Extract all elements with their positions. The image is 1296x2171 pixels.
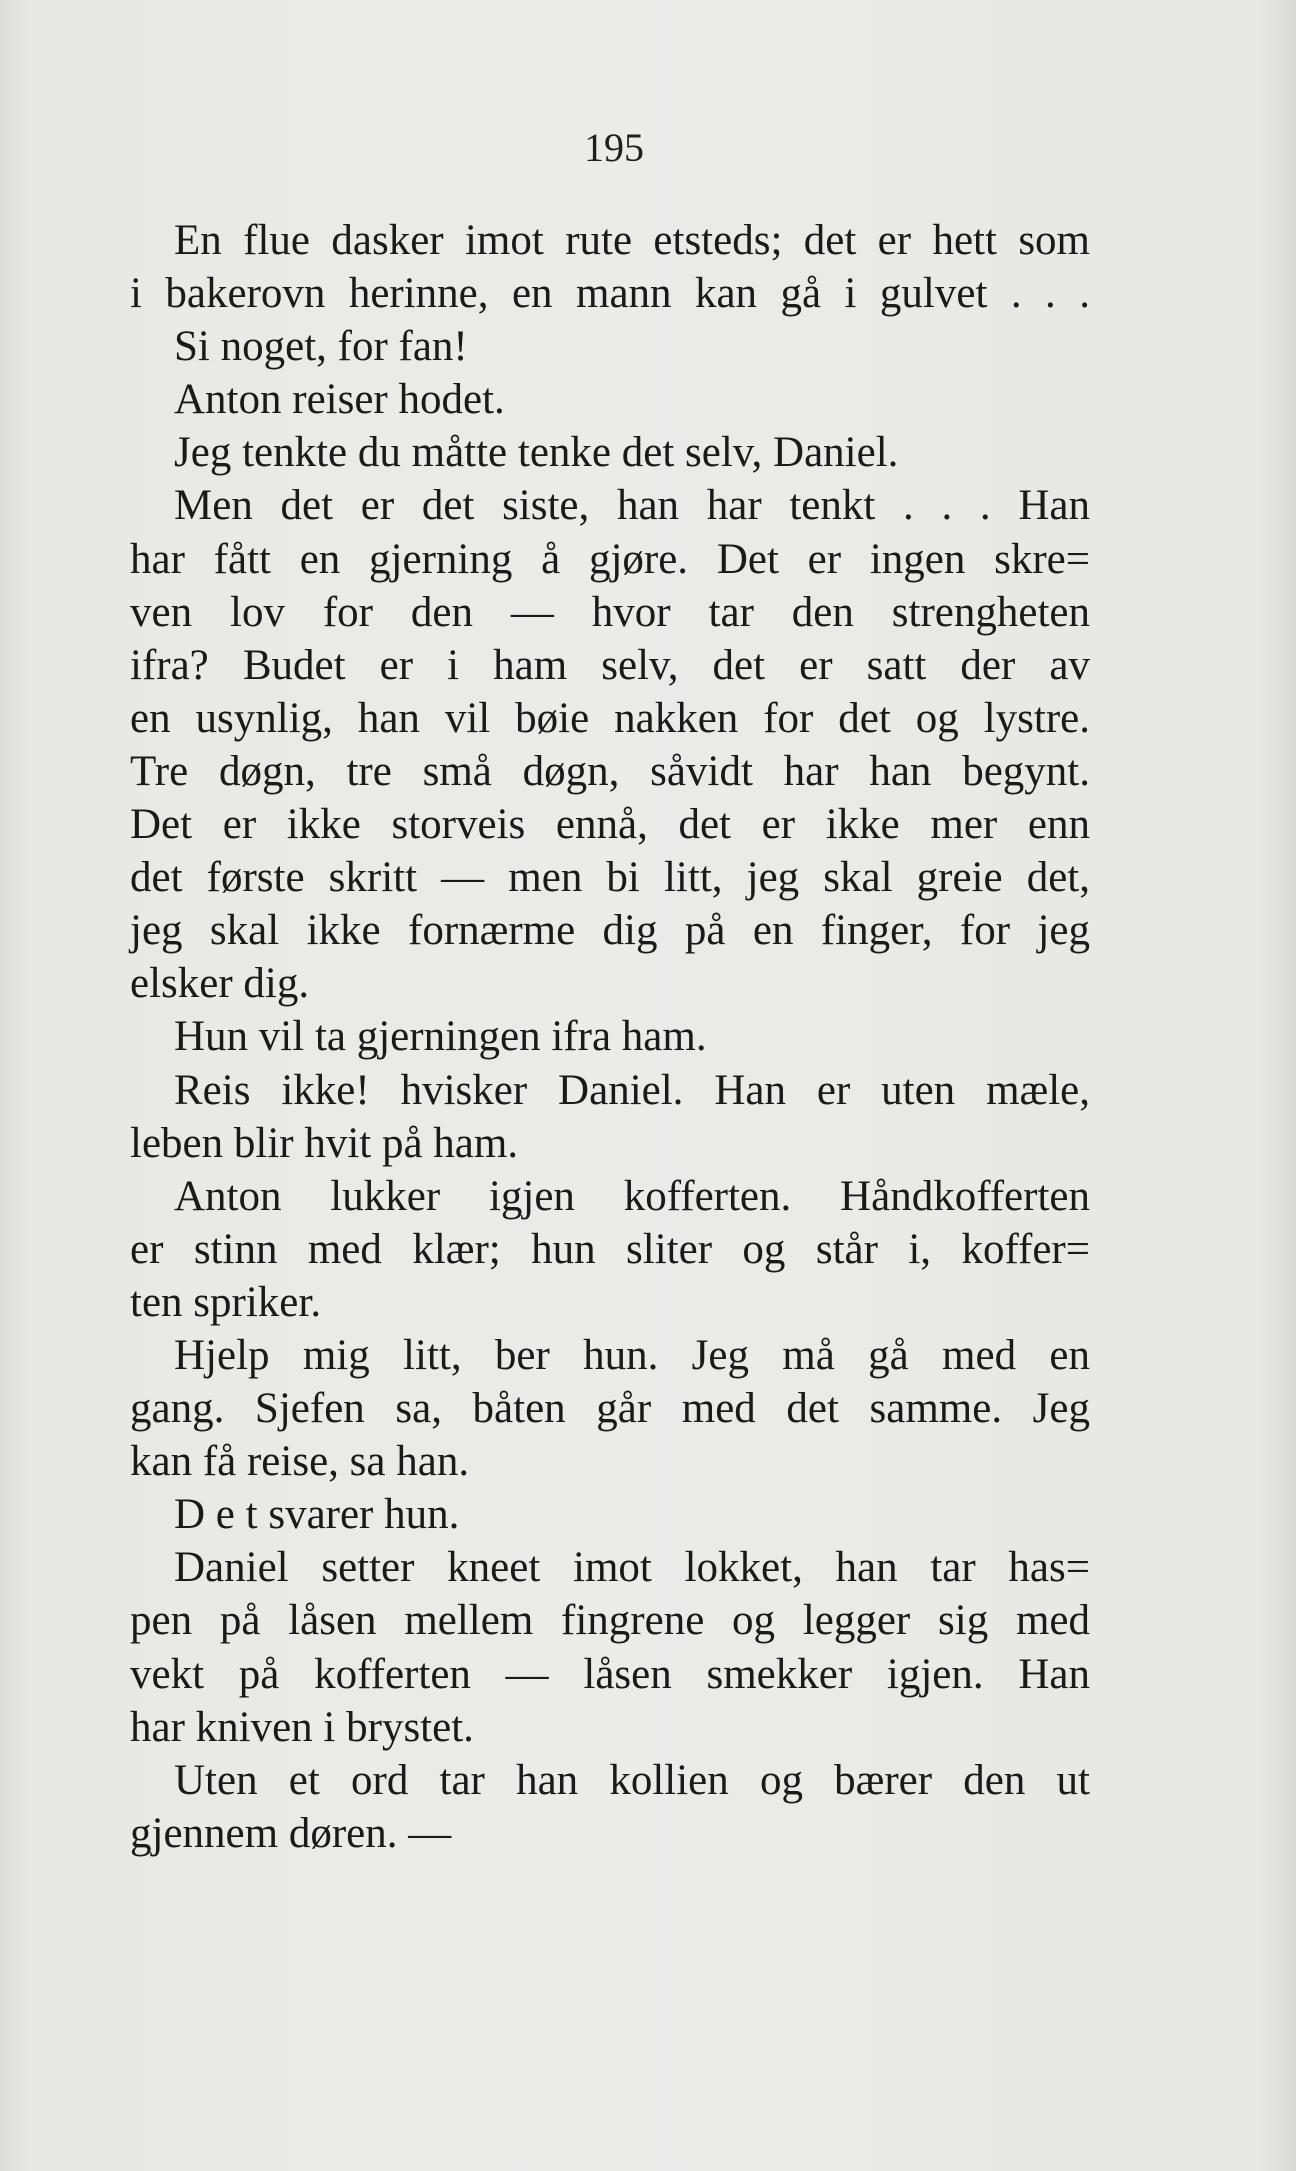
text-line: leben blir hvit på ham.	[130, 1119, 519, 1167]
text-line: Anton reiser hodet.	[174, 376, 505, 424]
text-line: er stinn med klær; hun sliter og står i, koffer=	[130, 1225, 1090, 1273]
text-line: Hun vil ta gjerningen ifra ham.	[174, 1013, 707, 1061]
text-line: i bakerovn herinne, en mann kan gå i gulvet . . .	[130, 270, 1090, 318]
text-line: gjennem døren. —	[130, 1809, 452, 1857]
text-line: Uten et ord tar han kollien og bærer den ut	[174, 1756, 1090, 1804]
text-line: Anton lukker igjen kofferten. Håndkofferten	[174, 1172, 1090, 1220]
text-line: kan få reise, sa han.	[130, 1438, 470, 1486]
text-line: har kniven i brystet.	[130, 1703, 474, 1751]
text-line: ten spriker.	[130, 1278, 322, 1326]
text-line: gang. Sjefen sa, båten går med det samme. Jeg	[130, 1385, 1090, 1433]
text-line: det første skritt — men bi litt, jeg skal greie det,	[130, 854, 1090, 902]
text-line: en usynlig, han vil bøie nakken for det og lystre.	[130, 694, 1090, 742]
text-line: Hjelp mig litt, ber hun. Jeg må gå med en	[174, 1331, 1090, 1379]
text-line: Men det er det siste, han har tenkt . . . Han	[174, 482, 1090, 530]
text-line: ven lov for den — hvor tar den strengheten	[130, 588, 1090, 636]
text-line: D e t svarer hun.	[174, 1491, 460, 1539]
text-line: vekt på kofferten — låsen smekker igjen. Han	[130, 1650, 1090, 1698]
text-line: elsker dig.	[130, 960, 310, 1008]
text-line: ifra? Budet er i ham selv, det er satt der av	[130, 641, 1090, 689]
page-number: 195	[584, 125, 644, 170]
text-line: Jeg tenkte du måtte tenke det selv, Daniel.	[174, 429, 899, 477]
text-line: har fått en gjerning å gjøre. Det er ingen skre=	[130, 535, 1090, 583]
text-line: Det er ikke storveis ennå, det er ikke mer enn	[130, 801, 1090, 849]
text-line: pen på låsen mellem fingrene og legger sig med	[130, 1597, 1090, 1645]
text-line: Si noget, for fan!	[174, 323, 468, 371]
text-line: jeg skal ikke fornærme dig på en finger, for jeg	[130, 907, 1090, 955]
text-line: Tre døgn, tre små døgn, såvidt har han begynt.	[130, 747, 1090, 795]
text-line: Daniel setter kneet imot lokket, han tar has=	[174, 1544, 1090, 1592]
text-line: En flue dasker imot rute etsteds; det er hett som	[174, 217, 1090, 264]
body-text	[130, 214, 1090, 1860]
text-line: Reis ikke! hvisker Daniel. Han er uten mæle,	[174, 1066, 1090, 1114]
